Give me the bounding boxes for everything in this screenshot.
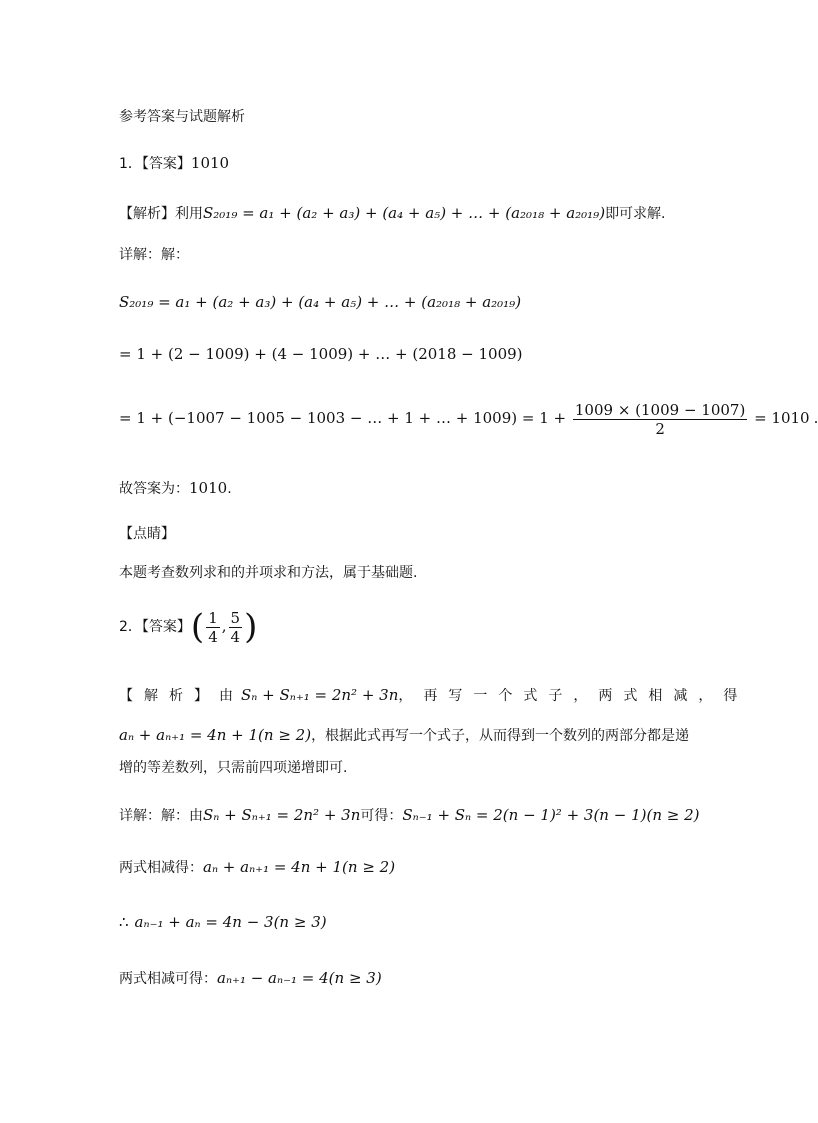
- q1-comment-tag: 【点睛】: [119, 526, 175, 542]
- q1-eq3-end: .: [813, 409, 818, 427]
- q2-answer-tag: 【答案】: [141, 619, 191, 635]
- q2-sub3-label: 两式相减可得：: [119, 971, 217, 987]
- q2-sub2-eq: aₙ₋₁ + aₙ = 4n − 3(n ≥ 3): [134, 913, 327, 931]
- q2-analysis-eq1: Sₙ + Sₙ₊₁ = 2n² + 3n: [241, 686, 399, 704]
- q2-fraction-2: [229, 609, 243, 646]
- q2-analysis-eq2: aₙ + aₙ₊₁ = 4n + 1(n ≥ 2): [119, 726, 312, 744]
- page-title: 参考答案与试题解析: [119, 109, 245, 125]
- q1-comment-text: 本题考查数列求和的并项求和方法，属于基础题.: [119, 565, 418, 581]
- q2-sub1-eq: aₙ + aₙ₊₁ = 4n + 1(n ≥ 2): [203, 858, 396, 876]
- q2-detail-eq2: Sₙ₋₁ + Sₙ = 2(n − 1)² + 3(n − 1)(n ≥ 2): [402, 806, 700, 824]
- q2-close-paren: ): [244, 607, 258, 647]
- q2-detail-line: [119, 805, 699, 826]
- q2-analysis-line-1: [119, 685, 748, 706]
- q2-fraction-1: [206, 609, 220, 646]
- q2-answer-line: [119, 606, 257, 647]
- q1-eq3-denominator: 2: [655, 419, 665, 438]
- q2-open-paren: (: [190, 607, 205, 647]
- q1-conclusion-pre: 故答案为：: [119, 481, 189, 497]
- q1-answer-tag: 【答案】: [141, 156, 191, 172]
- q2-number: 2．: [119, 619, 142, 635]
- q2-subtract-line-2: [119, 968, 382, 989]
- q2-analysis-line-3: 增的等差数列，只需前四项递增即可.: [119, 760, 348, 776]
- q2-analysis-a: 由: [219, 688, 233, 704]
- q1-eq3-left: = 1 + (−1007 − 1005 − 1003 − … + 1 + … + 1009) = 1 +: [119, 409, 571, 427]
- q2-sub3-eq: aₙ₊₁ − aₙ₋₁ = 4(n ≥ 3): [217, 969, 382, 987]
- q1-equation-2: = 1 + (2 − 1009) + (4 − 1009) + … + (2018 − 1009): [119, 345, 523, 363]
- q2-fraction-1-num: 1: [208, 608, 218, 627]
- q2-fraction-2-num: 5: [230, 608, 241, 627]
- therefore-symbol: ∴: [119, 913, 129, 931]
- q1-answer-line: [119, 153, 229, 174]
- q2-therefore-line: [119, 912, 327, 933]
- q1-conclusion-value: 1010: [189, 479, 228, 497]
- q2-detail-eq1: Sₙ + Sₙ₊₁ = 2n² + 3n: [203, 806, 361, 824]
- q2-analysis-tag: 【解析】: [119, 688, 219, 704]
- q1-equation-1: S₂₀₁₉ = a₁ + (a₂ + a₃) + (a₄ + a₅) + … + (a₂₀₁₈ + a₂₀₁₉): [119, 293, 522, 311]
- q1-answer-value: 1010: [190, 154, 230, 172]
- q1-number: 1．: [119, 156, 142, 172]
- q1-analysis-line: [119, 203, 666, 224]
- q1-detail-label: 详解：解：: [119, 247, 189, 263]
- q1-analysis-tag: 【解析】: [119, 206, 175, 222]
- q1-conclusion: [119, 478, 232, 499]
- q1-equation-3: [119, 400, 818, 438]
- q1-eq3-numerator: 1009 × (1009 − 1007): [574, 400, 746, 419]
- q2-detail-mid: 可得：: [360, 808, 403, 824]
- q2-analysis-c: ，根据此式再写一个式子，从而得到一个数列的两部分都是递: [311, 728, 690, 744]
- q1-analysis-formula: S₂₀₁₉ = a₁ + (a₂ + a₃) + (a₄ + a₅) + … + (a₂₀₁₈ + a₂₀₁₉): [203, 204, 606, 222]
- q2-subtract-line-1: [119, 857, 395, 878]
- q1-eq3-fraction: [573, 401, 747, 438]
- q2-fraction-2-den: 4: [230, 627, 241, 646]
- q2-fraction-1-den: 4: [208, 627, 218, 646]
- q1-analysis-pre: 利用: [175, 206, 203, 222]
- q1-eq3-right: = 1010: [749, 409, 810, 427]
- q2-analysis-line-2: [119, 725, 689, 746]
- q2-detail-pre: 详解：解：由: [119, 808, 203, 824]
- q2-fraction-sep: ,: [221, 617, 227, 635]
- q2-sub1-label: 两式相减得：: [119, 860, 203, 876]
- q1-analysis-post: 即可求解.: [605, 206, 666, 222]
- q2-analysis-b: ，再写一个式子，两式相减，得: [398, 688, 749, 704]
- q1-conclusion-end: .: [227, 481, 232, 497]
